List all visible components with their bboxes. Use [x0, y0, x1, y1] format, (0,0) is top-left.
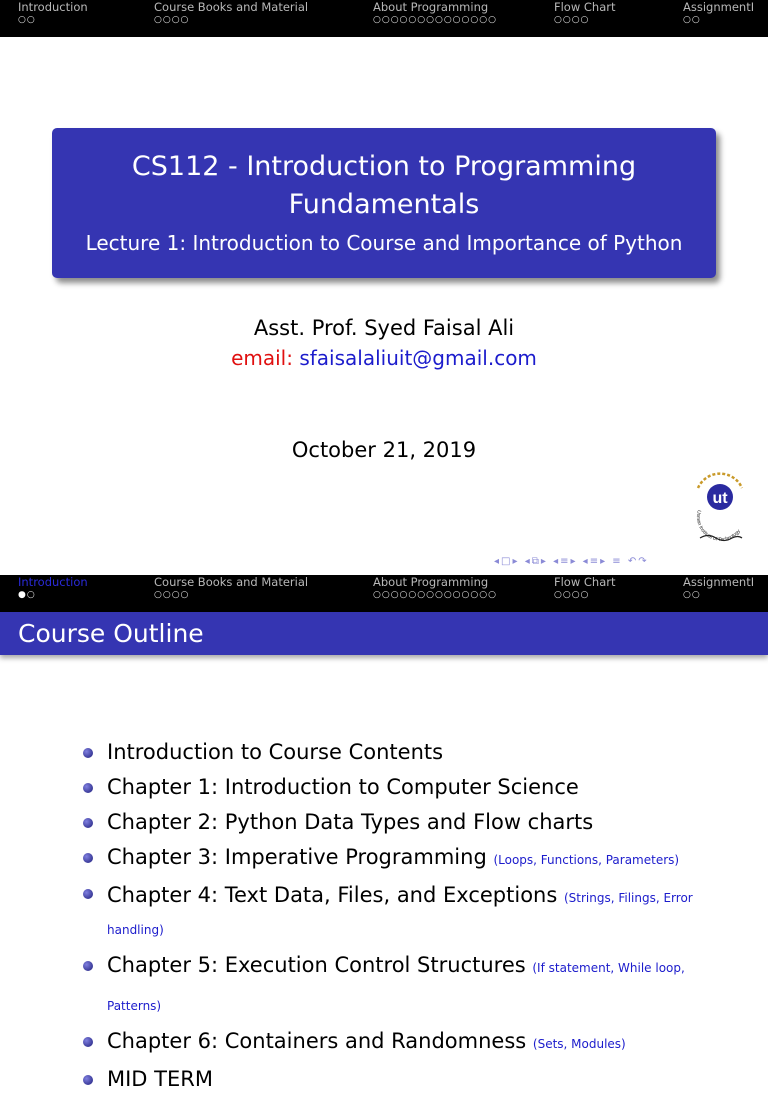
course-outline-list — [83, 735, 733, 1097]
nav-section-assignment[interactable]: AssignmentI ○○ — [683, 575, 755, 600]
nav-search-icon[interactable]: ≡ ↶↷ — [612, 556, 649, 567]
section-navbar — [0, 575, 768, 612]
bullet-icon — [83, 783, 93, 793]
nav-section-dots[interactable]: ○○○○○○○○○○○○○○ — [373, 590, 497, 600]
topic-note: (If statement, While loop, Patterns) — [107, 961, 685, 1013]
nav-section-assignment[interactable]: AssignmentI ○○ — [683, 0, 755, 25]
bullet-icon — [83, 748, 93, 758]
list-item: Chapter 5: Execution Control Structures (If statement, While loop, Patterns) — [83, 948, 733, 1024]
nav-section-course-books[interactable]: Course Books and Material ○○○○ — [154, 575, 309, 600]
nav-doc-icon[interactable]: ◂≡▸ — [582, 556, 608, 567]
list-item: Chapter 1: Introduction to Computer Science — [83, 770, 733, 805]
nav-section-dots[interactable]: ●○ — [18, 590, 36, 600]
nav-section-icon[interactable]: ◂≡▸ — [553, 556, 578, 567]
institute-logo — [686, 466, 754, 544]
topic-note: (Loops, Functions, Parameters) — [493, 853, 680, 867]
nav-section-dots[interactable]: ○○ — [683, 590, 701, 600]
email-link[interactable]: sfaisalaliuit@gmail.com — [299, 346, 537, 370]
title-block — [52, 128, 716, 278]
list-item: MID TERM — [83, 1062, 733, 1097]
title-line-2: Fundamentals — [288, 189, 480, 220]
topic-note: (Strings, Filings, Error handling) — [107, 891, 693, 937]
nav-section-dots[interactable]: ○○○○ — [554, 15, 590, 25]
nav-section-introduction[interactable]: Introduction ●○ — [18, 575, 88, 600]
presentation-title — [52, 148, 716, 224]
email-label: email: — [231, 346, 293, 370]
list-item: Chapter 6: Containers and Randomness (Sets, Modules) — [83, 1024, 733, 1062]
nav-section-introduction[interactable]: Introduction ○○ — [18, 0, 88, 25]
title-line-1: CS112 - Introduction to Programming — [131, 151, 637, 182]
author-name: Asst. Prof. Syed Faisal Ali — [253, 316, 515, 340]
nav-section-dots[interactable]: ○○ — [18, 15, 36, 25]
nav-section-dots[interactable]: ○○○○ — [554, 590, 590, 600]
frame-title-text: Course Outline — [18, 619, 204, 648]
logo-monogram: ut — [712, 490, 728, 507]
email-line — [0, 346, 768, 370]
nav-section-dots[interactable]: ○○ — [683, 15, 701, 25]
nav-frame-icon[interactable]: ◂□▸ — [494, 556, 520, 567]
nav-section-about-programming[interactable]: About Programming ○○○○○○○○○○○○○○ — [373, 575, 497, 600]
presentation-subtitle: Lecture 1: Introduction to Course and Importance of Python — [85, 231, 683, 255]
bullet-icon — [83, 1075, 93, 1085]
list-item: Chapter 3: Imperative Programming (Loops, Functions, Parameters) — [83, 840, 733, 878]
section-navbar — [0, 0, 768, 37]
nav-section-course-books[interactable]: Course Books and Material ○○○○ — [154, 0, 309, 25]
bullet-icon — [83, 961, 93, 971]
bullet-icon — [83, 1037, 93, 1047]
list-item: Chapter 2: Python Data Types and Flow charts — [83, 805, 733, 840]
logo-ring-text: Usman Institute of Technology — [694, 509, 742, 543]
nav-section-dots[interactable]: ○○○○ — [154, 590, 190, 600]
nav-section-flow-chart[interactable]: Flow Chart ○○○○ — [554, 575, 616, 600]
bullet-icon — [83, 889, 93, 899]
presentation-date: October 21, 2019 — [291, 438, 477, 462]
nav-section-dots[interactable]: ○○○○○○○○○○○○○○ — [373, 15, 497, 25]
slide-course-outline — [0, 575, 768, 1091]
beamer-navigation-controls[interactable] — [494, 556, 649, 567]
nav-subsection-icon[interactable]: ◂⧉▸ — [524, 556, 548, 567]
nav-section-about-programming[interactable]: About Programming ○○○○○○○○○○○○○○ — [373, 0, 497, 25]
frame-title — [0, 612, 768, 655]
nav-section-dots[interactable]: ○○○○ — [154, 15, 190, 25]
bullet-icon — [83, 853, 93, 863]
list-item: Chapter 4: Text Data, Files, and Exceptions (Strings, Filings, Error handling) — [83, 878, 733, 948]
bullet-icon — [83, 818, 93, 828]
nav-section-flow-chart[interactable]: Flow Chart ○○○○ — [554, 0, 616, 25]
topic-note: (Sets, Modules) — [532, 1037, 626, 1051]
list-item: Introduction to Course Contents — [83, 735, 733, 770]
